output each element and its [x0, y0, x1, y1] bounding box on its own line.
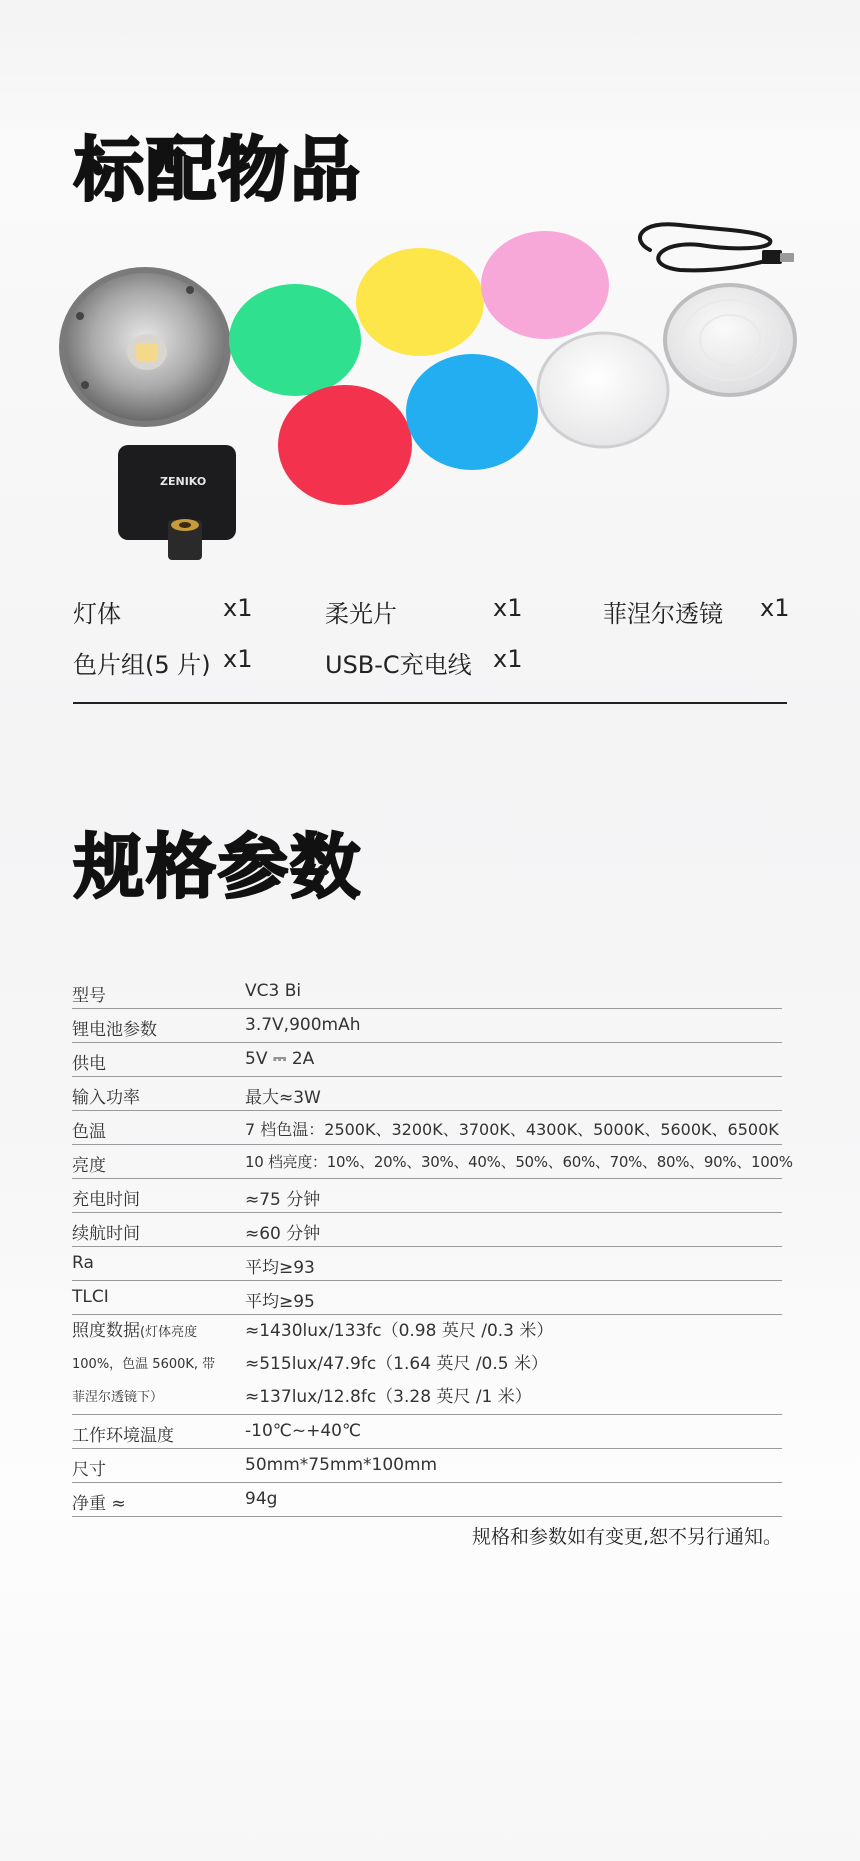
item-qty: x1: [493, 645, 523, 673]
spec-row-brightness: [72, 1145, 793, 1179]
gel-green: [229, 284, 361, 396]
spec-key: 输入功率: [72, 1088, 140, 1108]
spec-row-runtime: [72, 1213, 782, 1247]
spec-value: ≈75 分钟: [245, 1190, 321, 1210]
gel-pink: [481, 231, 609, 339]
spec-key-line: 照度数据: [72, 1321, 140, 1341]
item-usb-cable: [325, 645, 523, 680]
spec-value: -10℃~+40℃: [245, 1421, 362, 1441]
spec-key: 亮度: [72, 1156, 106, 1176]
spec-value: 3.7V,900mAh: [245, 1015, 361, 1035]
light-body: [59, 267, 236, 560]
item-name: 柔光片: [325, 600, 397, 628]
item-light-body: [73, 594, 253, 629]
spec-key: [72, 1315, 232, 1414]
item-name: 色片组(5 片): [73, 651, 211, 679]
spec-key: 供电: [72, 1054, 106, 1074]
item-qty: x1: [223, 645, 253, 673]
spec-row-charge-time: [72, 1179, 782, 1213]
gel-yellow: [356, 248, 484, 356]
item-qty: x1: [223, 594, 253, 622]
spec-row-model: [72, 975, 782, 1009]
spec-key: Ra: [72, 1253, 94, 1273]
section-title-standard-items: 标配物品: [74, 129, 362, 211]
spec-key: 锂电池参数: [72, 1020, 157, 1040]
spec-value: 10 档亮度：10%、20%、30%、40%、50%、60%、70%、80%、90%、100%: [245, 1153, 793, 1171]
spec-key-note: 100%，色温 5600K, 带: [72, 1357, 216, 1372]
diffuser-disc: [538, 333, 668, 447]
product-photo: [0, 220, 860, 560]
spec-row-operating-temp: [72, 1415, 782, 1449]
brand-logo: ZENIKO: [160, 475, 207, 488]
spec-row-ra: [72, 1247, 782, 1281]
section-divider: [73, 702, 787, 704]
spec-value-line: ≈515lux/47.9fc（1.64 英尺 /0.5 米）: [245, 1354, 548, 1374]
fresnel-lens: [665, 285, 795, 395]
spec-value: 最大≈3W: [245, 1088, 321, 1108]
spec-key-note: 菲涅尔透镜下）: [72, 1390, 164, 1405]
spec-key: 型号: [72, 986, 106, 1006]
spec-value: 平均≥95: [245, 1292, 315, 1312]
item-name: USB-C充电线: [325, 651, 472, 679]
item-name: 菲涅尔透镜: [603, 600, 723, 628]
spec-key-note: (灯体亮度: [140, 1325, 198, 1340]
item-color-gels: [73, 645, 253, 680]
spec-row-color-temp: [72, 1111, 782, 1145]
spec-row-weight: [72, 1483, 782, 1517]
spec-value-line: ≈1430lux/133fc（0.98 英尺 /0.3 米）: [245, 1321, 554, 1341]
disclaimer-note: 规格和参数如有变更,恕不另行通知。: [471, 1526, 782, 1548]
spec-value-line: ≈137lux/12.8fc（3.28 英尺 /1 米）: [245, 1387, 532, 1407]
spec-key: TLCI: [72, 1287, 109, 1307]
item-fresnel-lens: [603, 594, 790, 629]
usb-c-cable: [640, 224, 770, 270]
spec-key: 充电时间: [72, 1190, 140, 1210]
spec-table: [72, 975, 793, 1517]
spec-row-illuminance: [72, 1315, 782, 1415]
spec-row-power: [72, 1043, 782, 1077]
spec-key: 尺寸: [72, 1460, 106, 1480]
spec-value: [245, 1315, 553, 1414]
section-title-specifications: 规格参数: [74, 826, 362, 908]
item-qty: x1: [493, 594, 523, 622]
spec-row-size: [72, 1449, 782, 1483]
item-diffuser: [325, 594, 523, 629]
spec-row-battery: [72, 1009, 782, 1043]
spec-key: 净重 ≈: [72, 1494, 126, 1514]
spec-value: 94g: [245, 1489, 278, 1509]
spec-key: 续航时间: [72, 1224, 140, 1244]
spec-value: 50mm*75mm*100mm: [245, 1455, 438, 1475]
spec-value: 平均≥93: [245, 1258, 315, 1278]
spec-value: 7 档色温：2500K、3200K、3700K、4300K、5000K、5600K、6500K: [245, 1120, 779, 1139]
item-name: 灯体: [73, 600, 121, 628]
spec-value: VC3 Bi: [245, 981, 302, 1001]
gel-blue: [406, 354, 538, 470]
spec-key: 色温: [72, 1122, 106, 1142]
spec-row-tlci: [72, 1281, 782, 1315]
item-qty: x1: [760, 594, 790, 622]
spec-value: ≈60 分钟: [245, 1224, 321, 1244]
gel-red: [278, 385, 412, 505]
spec-row-input-power: [72, 1077, 782, 1111]
spec-key: 工作环境温度: [72, 1426, 174, 1446]
spec-value: 5V ⎓ 2A: [245, 1049, 315, 1069]
